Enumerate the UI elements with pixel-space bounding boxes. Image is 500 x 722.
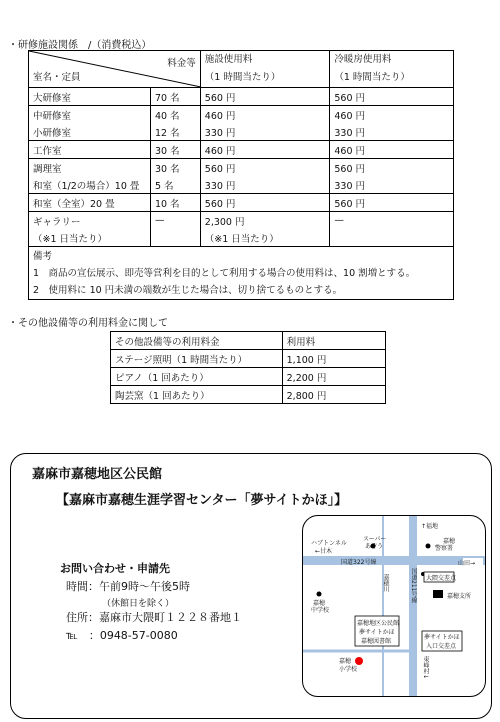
table-row	[29, 176, 454, 194]
river-label: 嘉穂川	[382, 574, 389, 592]
col1-line2: （1 時間当たり）	[204, 72, 281, 83]
access-map	[302, 515, 486, 697]
es-label-1: 嘉穂	[339, 658, 352, 665]
room-capacity: 5 名	[150, 176, 200, 194]
branch-label: 嘉穂支所	[447, 593, 472, 600]
room-ac-fee: 560 円	[330, 88, 454, 106]
room-label: 室名・定員	[33, 72, 81, 83]
col2-line1: 冷暖房使用料	[334, 54, 392, 65]
room-fee: 560 円	[200, 88, 330, 106]
center-label-1: 嘉穂地区公民館	[357, 620, 400, 627]
room-fee: 460 円	[200, 141, 330, 159]
tunnel-label: ハブトンネル	[311, 540, 347, 547]
col2-line2: （1 時間当たり）	[334, 72, 410, 83]
table-row	[29, 141, 454, 159]
table-header-row	[111, 332, 386, 350]
route-211-road	[409, 516, 417, 696]
note-1: 1 商品の宣伝展示、即売等営利を目的として利用する場合の使用料は、10 割増とする。	[33, 267, 416, 279]
fee-header: 利用料	[282, 332, 385, 350]
aso-label: あぞう	[365, 543, 384, 550]
room-capacity: 12 名	[150, 123, 200, 141]
equipment-fee: 1,100 円	[282, 350, 385, 368]
notes-row	[29, 247, 454, 300]
address-text: 住所：嘉麻市大隈町１２２８番地１	[66, 611, 242, 624]
table-row	[111, 368, 386, 386]
table-row	[29, 159, 454, 177]
room-capacity: 30 名	[150, 141, 200, 159]
equipment-item: ピアノ（1 回あたり）	[111, 368, 283, 386]
closed-text: （休館日を除く）	[102, 599, 175, 609]
table-row	[29, 212, 454, 230]
equipment-item: 陶芸窯（1 回あたり）	[111, 386, 283, 404]
room-ac-fee: 560 円	[330, 194, 454, 212]
equipment-fee: 2,800 円	[282, 386, 385, 404]
equipment-header: その他設備等の利用料金	[111, 332, 283, 350]
table-row	[29, 194, 454, 212]
police-marker	[426, 544, 431, 549]
jhs-marker	[317, 592, 322, 597]
room-name: 和室（1/2の場合）10 畳	[29, 176, 151, 194]
room-name: ギャラリー	[29, 212, 151, 230]
table-row	[111, 386, 386, 404]
room-ac-fee: 460 円	[330, 106, 454, 124]
table-row	[29, 106, 454, 124]
room-capacity: 30 名	[150, 159, 200, 177]
route322-label: 国道322号線	[341, 559, 377, 566]
card-title: 嘉麻市嘉穂地区公民館	[32, 467, 163, 482]
table-row	[111, 350, 386, 368]
room-name: 工作室	[29, 141, 151, 159]
room-capacity: 10 名	[150, 194, 200, 212]
toho-label: 東峰村↓	[422, 656, 429, 680]
room-ac-fee: 560 円	[330, 159, 454, 177]
table-row	[29, 123, 454, 141]
section2-title: ・その他設備等の利用料金に関して	[8, 318, 168, 329]
room-fee: （※1 日当たり）	[200, 229, 330, 247]
room-capacity: 40 名	[150, 106, 200, 124]
police-label-2: 警察署	[435, 545, 454, 552]
room-fee: 560 円	[200, 159, 330, 177]
header-diagonal-cell	[29, 51, 201, 88]
room-fee: 560 円	[200, 194, 330, 212]
section1-title: ・研修施設関係 /（消費税込）	[8, 40, 152, 51]
jhs-label-2: 中学校	[311, 607, 330, 614]
amagi-label: ←甘木	[315, 548, 333, 555]
room-ac-fee: 460 円	[330, 141, 454, 159]
yamada-label: 山田→	[458, 560, 476, 567]
table-row	[29, 88, 454, 106]
card-subtitle: 【嘉麻市嘉穂生涯学習センター「夢サイトかほ」】	[56, 493, 348, 508]
room-ac-fee: —	[330, 212, 454, 230]
notes-title: 備考	[33, 250, 53, 262]
equipment-fee: 2,200 円	[282, 368, 385, 386]
room-fee: 460 円	[200, 106, 330, 124]
entry-label-2: 入口交差点	[426, 643, 457, 650]
fukuchi-label: ↑福地	[421, 523, 439, 530]
room-ac-fee	[330, 229, 454, 247]
room-capacity	[150, 229, 200, 247]
room-capacity: —	[150, 212, 200, 230]
room-fee: 330 円	[200, 123, 330, 141]
contact-heading: お問い合わせ・申請先	[60, 562, 170, 575]
col1-line1: 施設使用料	[204, 54, 253, 65]
room-ac-fee: 330 円	[330, 176, 454, 194]
route211-label: 国道211号線	[410, 568, 417, 604]
facility-fee-header	[200, 51, 330, 88]
notes-cell	[29, 247, 454, 300]
room-name: 小研修室	[29, 123, 151, 141]
note-2: 2 使用料に 10 円未満の端数が生じた場合は、切り捨てるものとする。	[33, 284, 343, 296]
equipment-item: ステージ照明（1 時間当たり）	[111, 350, 283, 368]
ac-fee-header	[330, 51, 454, 88]
okuma-cross-label: 大隈交差点	[426, 575, 457, 582]
branch-marker	[433, 590, 443, 598]
room-capacity: 70 名	[150, 88, 200, 106]
room-name: 中研修室	[29, 106, 151, 124]
hours-text: 時間：午前9時～午後5時	[66, 580, 190, 593]
facility-fee-table	[28, 50, 454, 300]
room-ac-fee: 330 円	[330, 123, 454, 141]
fee-label: 料金等	[167, 58, 196, 69]
room-name: （※1 日当たり）	[29, 229, 151, 247]
table-row	[29, 229, 454, 247]
room-name: 調理室	[29, 159, 151, 177]
equipment-fee-table	[110, 331, 386, 404]
room-fee: 330 円	[200, 176, 330, 194]
police-label-1: 嘉穂	[443, 538, 456, 545]
entry-label-1: 夢サイトかほ	[424, 634, 460, 641]
tel-text: ℡ ：0948-57-0080	[66, 629, 178, 642]
es-label-2: 小学校	[339, 666, 358, 673]
jhs-label-1: 嘉穂	[313, 600, 326, 607]
center-label-2: 夢サイトかほ	[359, 629, 395, 636]
room-name: 大研修室	[29, 88, 151, 106]
room-name: 和室（全室）20 畳	[29, 194, 151, 212]
center-label-3: 嘉穂図書館	[361, 638, 392, 645]
room-fee: 2,300 円	[200, 212, 330, 230]
super-label: スーパー	[363, 536, 387, 543]
